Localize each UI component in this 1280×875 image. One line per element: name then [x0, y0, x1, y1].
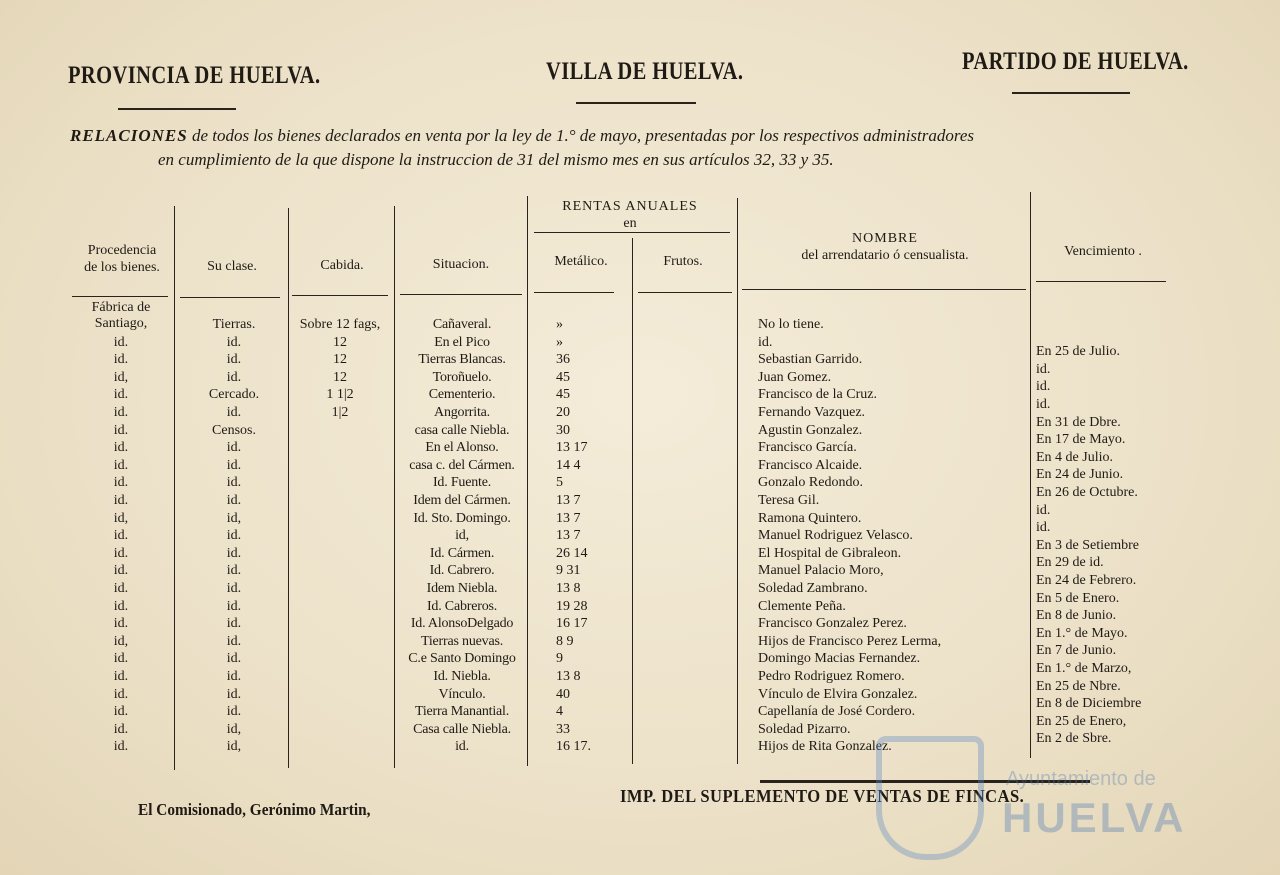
cell-met: »	[556, 317, 563, 332]
cell-clase: id.	[226, 563, 242, 579]
cell-clase: id.	[226, 405, 242, 420]
cell-ven: En 29 de id.	[1036, 555, 1104, 571]
column-divider	[737, 198, 738, 764]
cell-sit: Idem Niebla.	[426, 581, 498, 596]
cell-sit: id.	[455, 739, 469, 755]
cell-proc: id.	[113, 581, 129, 596]
cell-ven: En 5 de Enero.	[1036, 590, 1120, 606]
cell-cabida: 1|2	[331, 405, 349, 420]
intro-lead: RELACIONES	[70, 126, 188, 145]
watermark-line1: Ayuntamiento de	[1006, 768, 1156, 790]
cell-proc: id.	[113, 334, 129, 350]
cell-met: 13 8	[556, 669, 581, 684]
header-underline	[742, 289, 1026, 290]
cell-met: 26 14	[556, 545, 588, 561]
cell-nom: Hijos de Francisco Perez Lerma,	[758, 633, 942, 649]
cell-proc: Fábrica de Santiago,	[91, 300, 151, 331]
cell-sit: id,	[455, 528, 469, 544]
cell-met: 30	[556, 422, 570, 438]
cell-proc: id.	[113, 422, 129, 438]
cell-proc: id.	[113, 545, 129, 561]
cell-proc: id.	[113, 457, 129, 473]
cell-sit: Id. Fuente.	[432, 475, 492, 491]
cell-nom: Francisco de la Cruz.	[758, 387, 877, 403]
cell-nom: Pedro Rodriguez Romero.	[758, 669, 905, 684]
column-divider	[174, 206, 175, 770]
cell-clase: id,	[226, 721, 242, 737]
cell-nom: Ramona Quintero.	[758, 510, 862, 526]
cell-ven: En 2 de Sbre.	[1036, 731, 1112, 747]
col-procedencia	[72, 242, 172, 276]
cell-nom: Soledad Zambrano.	[758, 581, 868, 596]
cell-proc: id.	[113, 440, 129, 456]
cell-ven: id.	[1036, 379, 1051, 395]
cell-clase: id.	[226, 545, 242, 561]
cell-clase: Cercado.	[208, 387, 260, 403]
cell-met: 8 9	[556, 633, 574, 649]
cell-proc: id.	[113, 616, 129, 632]
cell-sit: Vínculo.	[438, 686, 486, 702]
cell-sit: C.e Santo Domingo	[408, 651, 516, 667]
cell-sit: Id. Cármen.	[429, 545, 495, 561]
col-nombre	[740, 230, 1030, 264]
cell-met: 13 7	[556, 528, 581, 544]
column-divider	[1030, 192, 1031, 758]
header-underline	[534, 292, 614, 293]
cell-met: 45	[556, 387, 570, 403]
cell-clase: id.	[226, 352, 242, 368]
header-rule	[1012, 92, 1130, 94]
signature: El Comisionado, Gerónimo Martin,	[138, 800, 371, 819]
cell-proc: id.	[113, 686, 129, 702]
cell-clase: id.	[226, 334, 242, 350]
intro-line-2: en cumplimiento de la que dispone la instruccion de 31 del mismo mes en sus artículos 32, 33 y 35.	[158, 150, 834, 169]
cell-nom: Gonzalo Redondo.	[758, 475, 863, 491]
cell-ven: En 24 de Febrero.	[1036, 573, 1137, 588]
cell-sit: En el Alonso.	[425, 440, 499, 456]
cell-proc: id.	[113, 352, 129, 368]
rentas-underline	[534, 232, 730, 233]
header-rule	[118, 108, 236, 110]
cell-proc: id.	[113, 387, 129, 403]
cell-nom: Soledad Pizarro.	[758, 721, 851, 737]
cell-met: 16 17	[556, 616, 588, 632]
cell-nom: Hijos de Rita Gonzalez.	[758, 739, 892, 755]
cell-sit: Id. Sto. Domingo.	[413, 510, 511, 526]
cell-cabida: 12	[333, 334, 347, 350]
cell-met: 45	[556, 369, 570, 385]
header-rule	[576, 102, 696, 104]
cell-cabida: 12	[333, 352, 347, 368]
col-situacion: Situacion.	[432, 257, 490, 272]
cell-nom: Capellanía de José Cordero.	[758, 704, 916, 720]
cell-proc: id.	[113, 528, 129, 544]
cell-met: 13 8	[556, 581, 581, 596]
cell-met: 33	[556, 721, 570, 737]
header-underline	[180, 297, 280, 298]
cell-ven: En 7 de Junio.	[1036, 643, 1117, 659]
cell-ven: En 1.° de Mayo.	[1036, 625, 1128, 641]
cell-clase: id.	[226, 475, 242, 491]
cell-sit: casa calle Niebla.	[414, 422, 510, 438]
cell-sit: Cañaveral.	[432, 317, 492, 332]
cell-nom: Clemente Peña.	[758, 598, 846, 614]
cell-nom: Sebastian Garrido.	[758, 352, 863, 368]
cell-proc: id.	[113, 704, 129, 720]
col-frutos: Frutos.	[663, 254, 703, 269]
cell-met: 16 17.	[556, 739, 591, 755]
cell-clase: id.	[226, 616, 242, 632]
cell-ven: id.	[1036, 397, 1051, 412]
cell-met: 13 7	[556, 510, 581, 526]
cell-nom: Manuel Rodriguez Velasco.	[758, 528, 913, 544]
header-underline	[638, 292, 732, 293]
intro-line-1	[70, 126, 974, 146]
cell-clase: id,	[226, 510, 242, 526]
cell-met: 9 31	[556, 563, 581, 579]
cell-nom: Fernando Vazquez.	[758, 405, 866, 420]
cell-cabida: 1 1|2	[326, 387, 354, 403]
header-underline	[400, 294, 522, 295]
cell-met: 5	[556, 475, 563, 491]
cell-ven: En 24 de Junio.	[1036, 467, 1124, 483]
cell-ven: En 8 de Diciembre	[1036, 696, 1142, 712]
cell-met: 13 17	[556, 440, 588, 456]
cell-nom: id.	[758, 334, 773, 350]
cell-clase: id,	[226, 739, 242, 755]
cell-nom: Francisco Alcaide.	[758, 457, 863, 473]
col-nombre-sub: del arrendatario ó censualista.	[801, 248, 969, 263]
col-nombre-title: NOMBRE	[852, 231, 918, 246]
cell-sit: Cementerio.	[428, 387, 496, 403]
footer-rule	[760, 780, 1090, 783]
cell-met: 40	[556, 686, 570, 702]
cell-ven: id.	[1036, 361, 1051, 377]
cell-clase: id.	[226, 598, 242, 614]
cell-nom: Francisco Gonzalez Perez.	[758, 616, 907, 632]
cell-ven: id.	[1036, 502, 1051, 518]
header-provincia: PROVINCIA DE HUELVA.	[68, 62, 321, 89]
header-underline	[292, 295, 388, 296]
cell-proc: id,	[113, 633, 129, 649]
cell-clase: Tierras.	[212, 317, 256, 332]
cell-sit: Id. Cabrero.	[429, 563, 495, 579]
cell-clase: id.	[226, 528, 242, 544]
cell-met: 20	[556, 405, 570, 420]
cell-proc: id.	[113, 598, 129, 614]
cell-clase: id.	[226, 651, 242, 667]
imprint: IMP. DEL SUPLEMENTO DE VENTAS DE FINCAS.	[620, 786, 1025, 806]
cell-nom: Teresa Gil.	[758, 493, 820, 508]
cell-ven: En 3 de Setiembre	[1036, 537, 1140, 553]
cell-met: »	[556, 334, 563, 350]
col-rentas-title: RENTAS ANUALES	[562, 199, 698, 214]
cell-proc: id.	[113, 475, 129, 491]
cell-ven: En 17 de Mayo.	[1036, 432, 1126, 448]
cell-clase: id.	[226, 440, 242, 456]
cell-proc: id.	[113, 739, 129, 755]
col-clase: Su clase.	[207, 259, 257, 274]
watermark-line2: HUELVA	[1002, 794, 1187, 841]
cell-sit: casa c. del Cármen.	[409, 457, 515, 473]
cell-cabida: 12	[333, 369, 347, 385]
cell-sit: Casa calle Niebla.	[413, 721, 511, 737]
cell-proc: id.	[113, 669, 129, 684]
column-divider	[288, 208, 289, 768]
col-cabida: Cabida.	[320, 258, 364, 273]
cell-ven: En 25 de Julio.	[1036, 344, 1120, 360]
cell-proc: id.	[113, 493, 129, 508]
cell-sit: En el Pico	[434, 334, 490, 350]
cell-met: 4	[556, 704, 563, 720]
cell-clase: id.	[226, 704, 242, 720]
cell-ven: En 25 de Enero,	[1036, 713, 1127, 729]
cell-sit: Id. Niebla.	[433, 669, 491, 684]
cell-sit: Id. AlonsoDelgado	[410, 616, 514, 632]
cell-ven: En 25 de Nbre.	[1036, 678, 1121, 694]
cell-clase: id.	[226, 581, 242, 596]
cell-ven: En 31 de Dbre.	[1036, 414, 1121, 430]
cell-met: 36	[556, 352, 570, 368]
cell-met: 13 7	[556, 493, 581, 508]
cell-proc: id.	[113, 721, 129, 737]
cell-nom: El Hospital de Gibraleon.	[758, 545, 902, 561]
cell-ven: En 26 de Octubre.	[1036, 485, 1138, 500]
col-procedencia-line1: Procedencia	[87, 243, 157, 258]
cell-proc: id.	[113, 651, 129, 667]
cell-sit: Tierras Blancas.	[418, 352, 506, 368]
cell-met: 19 28	[556, 598, 588, 614]
cell-clase: id.	[226, 457, 242, 473]
cell-sit: Tierra Manantial.	[414, 704, 510, 720]
cell-nom: Manuel Palacio Moro,	[758, 563, 884, 579]
cell-nom: Domingo Macias Fernandez.	[758, 651, 921, 667]
cell-ven: id.	[1036, 520, 1051, 536]
cell-sit: Toroñuelo.	[432, 369, 492, 385]
col-vencimiento: Vencimiento .	[1064, 244, 1142, 259]
cell-clase: id.	[226, 493, 242, 508]
col-rentas	[528, 198, 732, 232]
cell-nom: Vínculo de Elvira Gonzalez.	[758, 686, 918, 702]
cell-sit: Id. Cabreros.	[426, 598, 498, 614]
col-rentas-en: en	[623, 216, 637, 231]
cell-met: 9	[556, 651, 563, 667]
cell-clase: Censos.	[212, 422, 256, 438]
cell-proc: id,	[113, 510, 129, 526]
header-underline	[1036, 281, 1166, 282]
cell-ven: En 1.° de Marzo,	[1036, 661, 1132, 676]
cell-nom: Juan Gomez.	[758, 369, 832, 385]
cell-met: 14 4	[556, 457, 581, 473]
header-underline	[72, 296, 168, 297]
cell-proc: id,	[113, 369, 129, 385]
cell-proc: id.	[113, 563, 129, 579]
cell-cabida: Sobre 12 fags,	[299, 317, 381, 332]
cell-proc: id.	[113, 405, 129, 420]
cell-clase: id.	[226, 369, 242, 385]
column-divider	[632, 238, 633, 764]
col-metalico: Metálico.	[554, 254, 608, 269]
column-divider	[394, 206, 395, 768]
cell-clase: id.	[226, 686, 242, 702]
cell-ven: En 8 de Junio.	[1036, 608, 1117, 624]
cell-sit: Tierras nuevas.	[420, 633, 504, 649]
header-villa: VILLA DE HUELVA.	[546, 58, 744, 85]
cell-clase: id.	[226, 669, 242, 684]
cell-clase: id.	[226, 633, 242, 649]
cell-nom: Francisco García.	[758, 440, 857, 456]
cell-sit: Angorrita.	[434, 405, 490, 420]
cell-sit: Idem del Cármen.	[413, 493, 511, 508]
cell-nom: No lo tiene.	[758, 317, 824, 332]
cell-ven: En 4 de Julio.	[1036, 449, 1113, 465]
col-procedencia-line2: de los bienes.	[84, 260, 160, 275]
intro-text-1: de todos los bienes declarados en venta por la ley de 1.° de mayo, presentadas por los respectivos administradores	[191, 126, 975, 145]
header-partido: PARTIDO DE HUELVA.	[962, 48, 1189, 75]
cell-nom: Agustin Gonzalez.	[758, 422, 863, 438]
